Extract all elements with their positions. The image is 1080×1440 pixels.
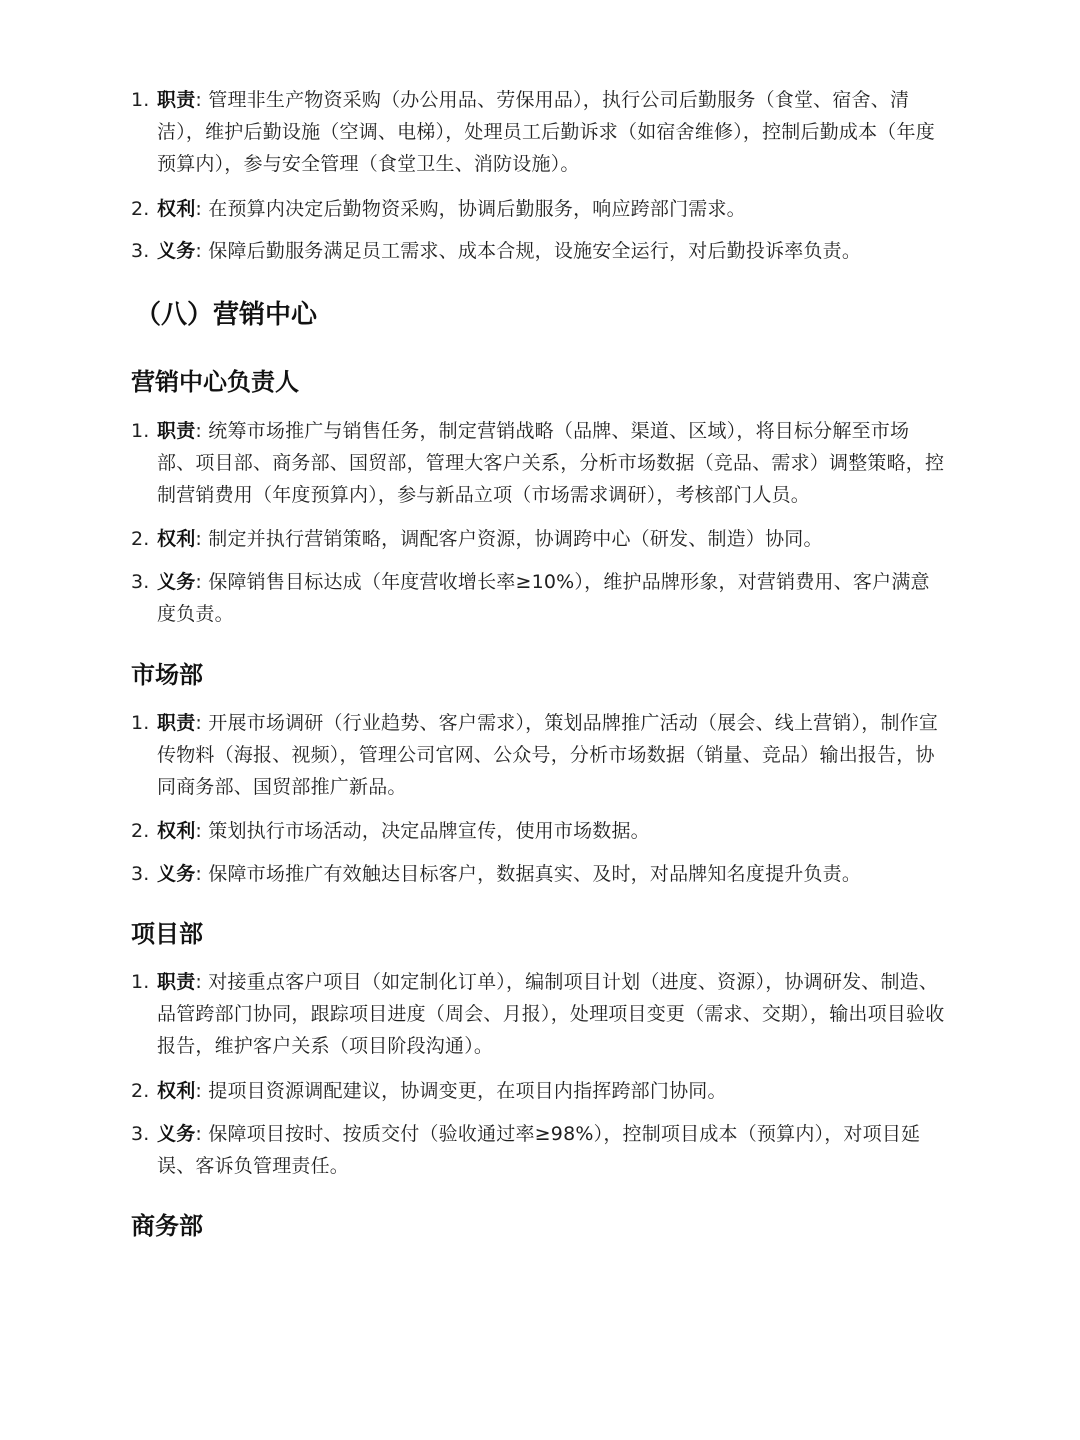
subsection-title-project-dept: 项目部 (131, 920, 203, 948)
item-label: 职责 (157, 712, 196, 734)
list-item (131, 1075, 946, 1107)
list-item (131, 415, 946, 511)
item-text: 提项目资源调配建议，协调变更，在项目内指挥跨部门协同。 (208, 1080, 727, 1102)
item-text: 对接重点客户项目（如定制化订单），编制项目计划（进度、资源），协调研发、制造、品管跨部门协同，跟踪项目进度（周会、月报），处理项目变更（需求、交期），输出项目验收报告，维护客户关系（项目阶段沟通）。 (157, 971, 945, 1057)
item-number: 1. (131, 420, 150, 442)
list-item (131, 84, 946, 180)
item-colon: : (195, 820, 203, 842)
item-label: 职责 (157, 971, 196, 993)
item-number: 2. (131, 198, 150, 220)
item-text: 统筹市场推广与销售任务，制定营销战略（品牌、渠道、区域），将目标分解至市场部、项目部、商务部、国贸部，管理大客户关系，分析市场数据（竞品、需求）调整策略，控制营销费用（年度预算内），参与新品立项（市场需求调研），考核部门人员。 (157, 420, 945, 506)
item-label: 义务 (157, 863, 196, 885)
item-text: 保障后勤服务满足员工需求、成本合规，设施安全运行，对后勤投诉率负责。 (208, 240, 862, 262)
item-number: 3. (131, 240, 150, 262)
item-colon: : (195, 1080, 203, 1102)
item-label: 职责 (157, 89, 196, 111)
item-number: 2. (131, 528, 150, 550)
item-number: 2. (131, 1080, 150, 1102)
item-text: 管理非生产物资采购（办公用品、劳保用品），执行公司后勤服务（食堂、宿舍、清洁），维护后勤设施（空调、电梯），处理员工后勤诉求（如宿舍维修），控制后勤成本（年度预算内），参与安全管理（食堂卫生、消防设施）。 (157, 89, 935, 175)
item-number: 3. (131, 1123, 150, 1145)
item-label: 义务 (157, 1123, 196, 1145)
item-number: 1. (131, 89, 150, 111)
item-label: 义务 (157, 571, 196, 593)
item-text: 在预算内决定后勤物资采购，协调后勤服务，响应跨部门需求。 (208, 198, 746, 220)
item-number: 1. (131, 971, 150, 993)
item-text: 策划执行市场活动，决定品牌宣传，使用市场数据。 (208, 820, 650, 842)
list-item (131, 523, 946, 555)
item-text: 制定并执行营销策略，调配客户资源，协调跨中心（研发、制造）协同。 (208, 528, 823, 550)
item-text: 保障市场推广有效触达目标客户，数据真实、及时，对品牌知名度提升负责。 (208, 863, 862, 885)
item-colon: : (195, 89, 203, 111)
item-colon: : (195, 712, 203, 734)
item-colon: : (195, 1123, 203, 1145)
list-item (131, 566, 946, 630)
item-colon: : (195, 863, 203, 885)
item-number: 3. (131, 863, 150, 885)
item-colon: : (195, 420, 203, 442)
list-item (131, 858, 946, 890)
section-title: （八）营销中心 (135, 300, 318, 330)
list-item (131, 707, 946, 803)
item-colon: : (195, 971, 203, 993)
item-label: 义务 (157, 240, 196, 262)
item-label: 权利 (157, 528, 196, 550)
item-label: 职责 (157, 420, 196, 442)
item-text: 保障项目按时、按质交付（验收通过率≥98%），控制项目成本（预算内），对项目延误、客诉负管理责任。 (157, 1123, 921, 1177)
list-item (131, 966, 946, 1062)
item-number: 1. (131, 712, 150, 734)
list-item (131, 1118, 946, 1182)
item-number: 2. (131, 820, 150, 842)
subsection-title-marketing-dept: 市场部 (131, 661, 203, 689)
item-label: 权利 (157, 1080, 196, 1102)
subsection-title-head-of-marketing: 营销中心负责人 (131, 368, 299, 396)
item-colon: : (195, 198, 203, 220)
item-number: 3. (131, 571, 150, 593)
list-item (131, 815, 946, 847)
item-label: 权利 (157, 198, 196, 220)
item-colon: : (195, 240, 203, 262)
item-label: 权利 (157, 820, 196, 842)
item-colon: : (195, 528, 203, 550)
subsection-title-business-dept: 商务部 (131, 1212, 203, 1240)
item-text: 保障销售目标达成（年度营收增长率≥10%），维护品牌形象，对营销费用、客户满意度负责。 (157, 571, 930, 625)
item-text: 开展市场调研（行业趋势、客户需求），策划品牌推广活动（展会、线上营销），制作宣传物料（海报、视频），管理公司官网、公众号，分析市场数据（销量、竞品）输出报告，协同商务部、国贸部推广新品。 (157, 712, 939, 798)
list-item (131, 193, 946, 225)
list-item (131, 235, 946, 267)
item-colon: : (195, 571, 203, 593)
